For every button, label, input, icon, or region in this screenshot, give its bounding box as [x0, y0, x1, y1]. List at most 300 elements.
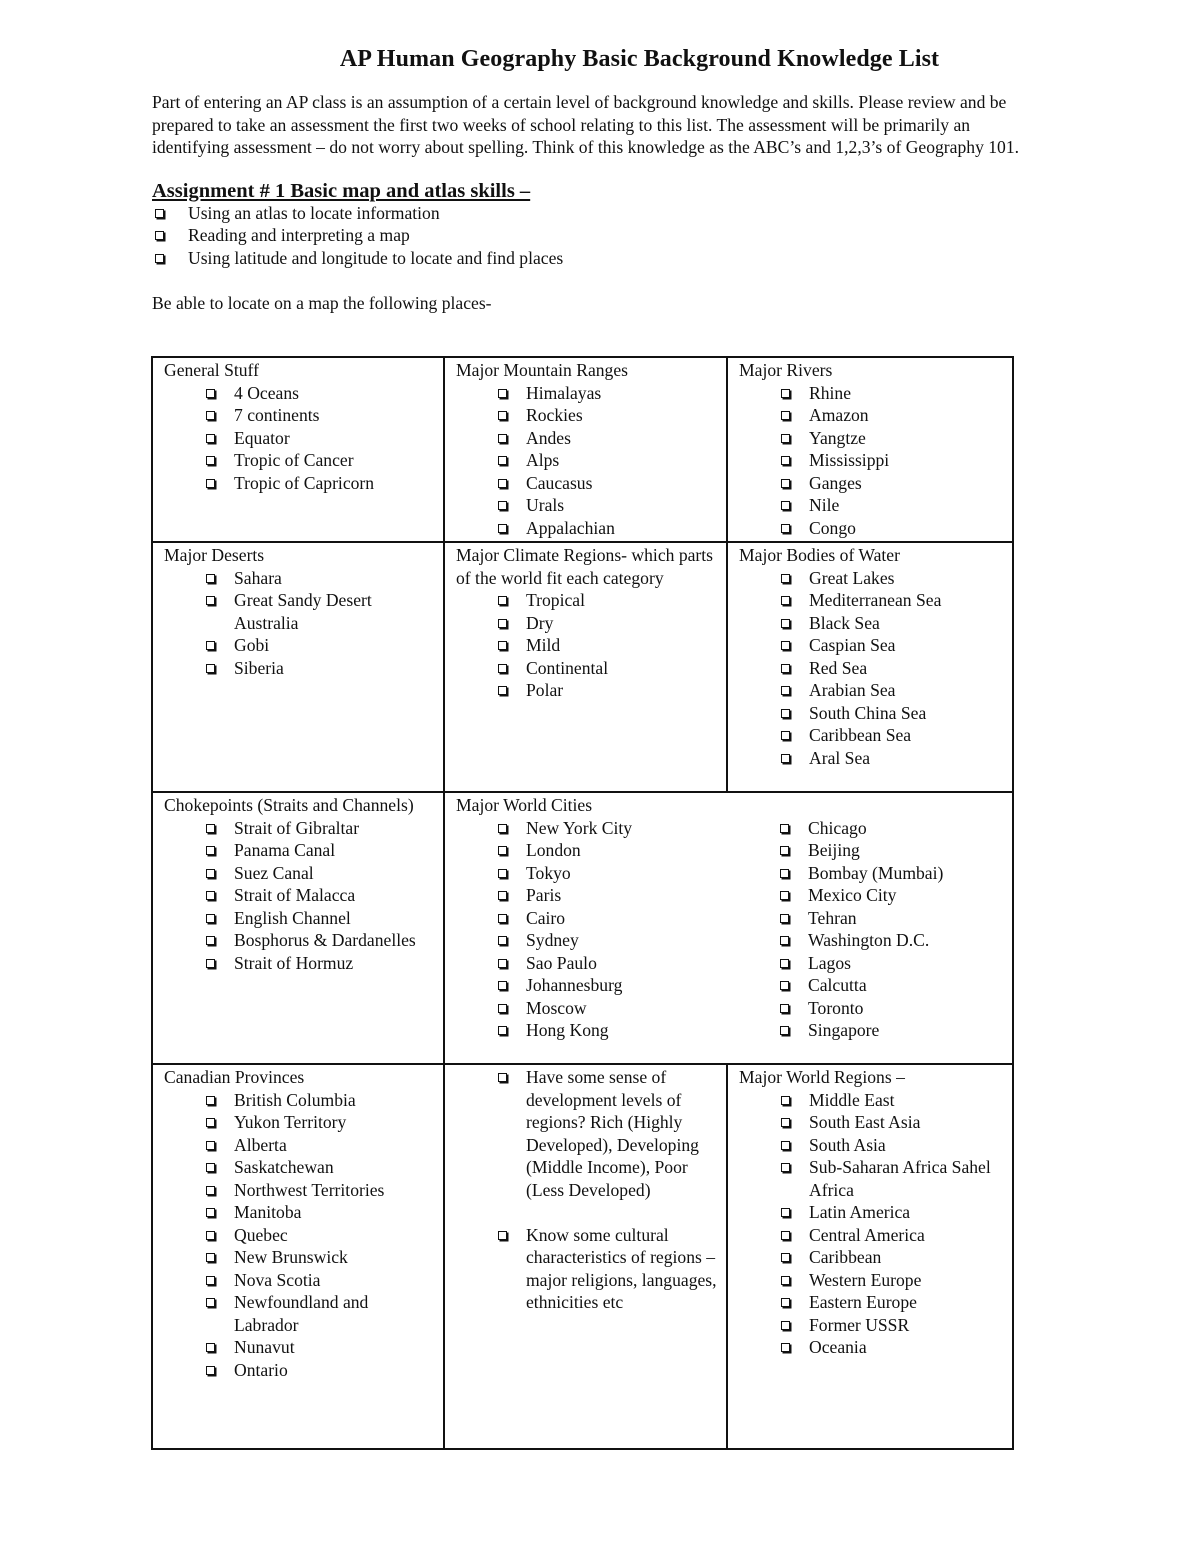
list-item	[738, 997, 1004, 1020]
list-item	[164, 1089, 435, 1112]
list-item	[739, 1291, 1004, 1314]
cell-climate	[444, 542, 727, 792]
list-item	[164, 427, 435, 450]
item-label: British Columbia	[234, 1089, 356, 1110]
checkbox-icon	[206, 959, 215, 968]
checkbox-icon	[781, 641, 790, 650]
checkbox-icon	[781, 1163, 790, 1172]
cell-title: Major Rivers	[739, 360, 833, 380]
checkbox-icon	[498, 389, 507, 398]
list-item	[164, 449, 435, 472]
list-item	[739, 382, 1004, 405]
checkbox-icon	[498, 869, 507, 878]
list-item	[456, 382, 718, 405]
item-label: Ontario	[234, 1359, 288, 1380]
checkbox-icon	[206, 891, 215, 900]
checkbox-icon	[781, 434, 790, 443]
item-label: Beijing	[808, 840, 860, 860]
list-item	[739, 404, 1004, 427]
list-item	[739, 747, 1004, 770]
item-label: Sydney	[526, 930, 579, 950]
checkbox-icon	[206, 1253, 215, 1262]
item-label: Alberta	[234, 1134, 287, 1155]
checkbox-icon	[206, 456, 215, 465]
checkbox-icon	[781, 596, 790, 605]
checkbox-icon	[206, 1366, 215, 1375]
checkbox-icon	[498, 479, 507, 488]
item-label: Western Europe	[809, 1269, 922, 1290]
item-label: Tehran	[808, 907, 857, 928]
list-item	[164, 1224, 435, 1247]
checkbox-icon	[206, 1096, 215, 1105]
list-item	[456, 884, 719, 907]
list-item	[456, 494, 718, 517]
checkbox-icon	[206, 1298, 215, 1307]
item-label: Red Sea	[809, 657, 868, 678]
checkbox-icon	[498, 641, 507, 650]
checkbox-icon	[498, 411, 507, 420]
item-label: Mexico City	[808, 885, 897, 905]
list-item	[164, 1246, 435, 1269]
list-item	[739, 612, 1004, 635]
cell-deserts	[152, 542, 444, 792]
checkbox-icon	[206, 1276, 215, 1285]
list-item	[738, 884, 1004, 907]
list-item	[456, 517, 718, 540]
list-item	[739, 427, 1004, 450]
list-item	[152, 224, 1132, 247]
item-label: London	[526, 840, 581, 860]
checkbox-icon	[206, 1186, 215, 1195]
item-label: Bosphorus & Dardanelles	[234, 930, 416, 950]
checkbox-icon	[781, 1253, 790, 1262]
item-list	[739, 382, 1004, 540]
item-label: Hong Kong	[526, 1020, 609, 1040]
list-item	[456, 679, 718, 702]
item-label: Middle East	[809, 1089, 895, 1110]
list-item	[739, 449, 1004, 472]
checkbox-icon	[206, 846, 215, 855]
checkbox-icon	[155, 231, 164, 240]
list-item	[739, 589, 1004, 612]
list-item	[739, 1156, 1004, 1201]
item-label: Oceania	[809, 1337, 867, 1357]
checkbox-icon	[498, 891, 507, 900]
cell-title: Chokepoints (Straits and Channels)	[164, 795, 414, 815]
cell-title: Major World Cities	[456, 795, 593, 815]
list-item	[456, 612, 718, 635]
list-item	[739, 1201, 1004, 1224]
cell-title: Major Mountain Ranges	[456, 360, 629, 380]
item-label: Continental	[526, 657, 609, 678]
item-label: Lagos	[808, 952, 851, 973]
item-label: Yukon Territory	[234, 1112, 347, 1132]
checkbox-icon	[206, 1163, 215, 1172]
checkbox-icon	[206, 434, 215, 443]
cell-chokepoints	[152, 792, 444, 1064]
checkbox-icon	[780, 981, 789, 990]
checkbox-icon	[206, 411, 215, 420]
list-item	[456, 589, 718, 612]
item-label: Cairo	[526, 907, 566, 928]
checkbox-icon	[781, 709, 790, 718]
checkbox-icon	[781, 1118, 790, 1127]
document-page	[152, 46, 1132, 315]
list-item	[164, 1111, 435, 1134]
item-label: Alps	[526, 450, 560, 470]
checkbox-icon	[781, 1208, 790, 1217]
list-item	[739, 679, 1004, 702]
checkbox-icon	[781, 1321, 790, 1330]
checkbox-icon	[781, 619, 790, 628]
list-item	[456, 472, 718, 495]
item-label: Have some sense of development levels of regions? Rich (Highly Developed), Developing (Middle Income), Poor (Less Developed)	[526, 1067, 699, 1200]
intro-line: prepared to take an assessment the first two weeks of school relating to this list. The assessment will be primarily an	[152, 114, 971, 135]
item-label: Mississippi	[809, 450, 890, 470]
item-label: Moscow	[526, 997, 587, 1018]
list-item	[739, 702, 1004, 725]
item-label: Sao Paulo	[526, 952, 597, 973]
list-item	[739, 1224, 1004, 1247]
checkbox-icon	[781, 574, 790, 583]
intro-paragraph	[152, 91, 1132, 159]
list-item	[739, 494, 1004, 517]
list-item	[739, 634, 1004, 657]
list-item	[456, 907, 719, 930]
item-label: Urals	[526, 495, 565, 515]
item-list	[164, 1089, 435, 1382]
item-label: Mild	[526, 635, 561, 655]
item-label: Manitoba	[234, 1202, 302, 1222]
item-label: Calcutta	[808, 975, 867, 995]
checkbox-icon	[206, 389, 215, 398]
list-item	[739, 1134, 1004, 1157]
item-label: Strait of Gibraltar	[234, 817, 360, 838]
item-label: Nova Scotia	[234, 1269, 321, 1290]
checkbox-icon	[781, 524, 790, 533]
item-label: Himalayas	[526, 382, 602, 403]
cell-general	[152, 357, 444, 542]
checkbox-icon	[781, 411, 790, 420]
checkbox-icon	[781, 389, 790, 398]
item-label: Aral Sea	[809, 747, 871, 768]
cell-concepts	[444, 1064, 727, 1449]
item-label: Black Sea	[809, 612, 880, 633]
list-item	[164, 1201, 435, 1224]
list-item	[739, 657, 1004, 680]
item-label: Washington D.C.	[808, 930, 930, 950]
list-item	[456, 929, 719, 952]
checkbox-icon	[498, 1026, 507, 1035]
list-item	[152, 247, 1132, 270]
item-label: Siberia	[234, 657, 284, 678]
item-list	[456, 1066, 718, 1314]
item-label: Former USSR	[809, 1314, 910, 1335]
item-label: New York City	[526, 817, 633, 838]
item-label: Nile	[809, 495, 840, 515]
item-label: Bombay (Mumbai)	[808, 862, 944, 883]
item-list	[739, 1089, 1004, 1359]
checkbox-icon	[780, 936, 789, 945]
item-label: Chicago	[808, 817, 867, 838]
item-label: Rhine	[809, 382, 852, 403]
item-label: Polar	[526, 680, 564, 700]
list-item	[164, 589, 435, 634]
item-label: Using an atlas to locate information	[188, 202, 440, 223]
item-label: South China Sea	[809, 702, 927, 723]
item-label: Latin America	[809, 1202, 911, 1222]
item-label: South East Asia	[809, 1112, 921, 1132]
item-label: Saskatchewan	[234, 1157, 334, 1177]
cell-title: Major World Regions –	[739, 1067, 905, 1087]
checkbox-icon	[781, 664, 790, 673]
assignment-heading: Assignment # 1 Basic map and atlas skills –	[152, 179, 531, 202]
item-list	[456, 589, 718, 702]
cell-title: Major Climate Regions- which parts of the world fit each category	[456, 545, 714, 588]
item-label: Nunavut	[234, 1337, 295, 1357]
checkbox-icon	[498, 686, 507, 695]
list-item	[164, 884, 435, 907]
list-item	[164, 1134, 435, 1157]
list-item	[164, 1156, 435, 1179]
checkbox-icon	[781, 731, 790, 740]
cell-regions	[727, 1064, 1013, 1449]
list-item	[456, 404, 718, 427]
list-item	[456, 1224, 718, 1314]
item-label: Sahara	[234, 567, 282, 588]
intro-line: Part of entering an AP class is an assumption of a certain level of background knowledge and skills. Please review and be	[152, 92, 1007, 112]
places-table	[151, 356, 1014, 1450]
item-label: Great Sandy Desert Australia	[234, 590, 372, 633]
checkbox-icon	[498, 1004, 507, 1013]
item-list	[164, 382, 435, 495]
item-label: Andes	[526, 427, 571, 448]
item-label: Equator	[234, 427, 290, 448]
list-item	[164, 404, 435, 427]
page-title: AP Human Geography Basic Background Knowledge List	[339, 46, 940, 72]
list-item	[164, 862, 435, 885]
checkbox-icon	[781, 501, 790, 510]
checkbox-icon	[206, 1118, 215, 1127]
item-label: Amazon	[809, 405, 869, 425]
list-item	[456, 427, 718, 450]
item-label: Congo	[809, 517, 856, 538]
list-item	[164, 567, 435, 590]
item-list	[456, 817, 719, 1042]
list-item	[456, 634, 718, 657]
list-item	[456, 862, 719, 885]
list-item	[739, 1089, 1004, 1112]
checkbox-icon	[780, 846, 789, 855]
list-item	[164, 634, 435, 657]
item-label: Johannesburg	[526, 975, 623, 995]
list-item	[739, 517, 1004, 540]
checkbox-icon	[498, 981, 507, 990]
checkbox-icon	[780, 824, 789, 833]
cell-title: Major Deserts	[164, 545, 265, 565]
checkbox-icon	[780, 914, 789, 923]
list-item	[456, 839, 719, 862]
checkbox-icon	[498, 914, 507, 923]
cell-provinces	[152, 1064, 444, 1449]
checkbox-icon	[498, 959, 507, 968]
checkbox-icon	[781, 1276, 790, 1285]
item-label: Paris	[526, 885, 562, 905]
item-label: Quebec	[234, 1224, 288, 1245]
checkbox-icon	[498, 456, 507, 465]
checkbox-icon	[498, 1231, 507, 1240]
item-label: Strait of Malacca	[234, 885, 356, 905]
item-list	[456, 382, 718, 540]
list-item	[164, 657, 435, 680]
item-label: Central America	[809, 1224, 925, 1245]
list-item	[739, 567, 1004, 590]
cell-title: Canadian Provinces	[164, 1067, 305, 1087]
list-item	[164, 1179, 435, 1202]
list-item	[152, 202, 1132, 225]
list-item	[739, 1269, 1004, 1292]
checkbox-icon	[206, 641, 215, 650]
item-label: Great Lakes	[809, 567, 895, 588]
checkbox-icon	[206, 596, 215, 605]
list-item	[456, 657, 718, 680]
list-item	[164, 1336, 435, 1359]
cell-cities-a	[444, 792, 727, 1064]
checkbox-icon	[498, 936, 507, 945]
list-item	[456, 817, 719, 840]
list-item	[164, 839, 435, 862]
checkbox-icon	[498, 501, 507, 510]
item-label: Ganges	[809, 472, 862, 493]
locate-instruction: Be able to locate on a map the following places-	[152, 293, 492, 313]
checkbox-icon	[206, 1231, 215, 1240]
list-item	[164, 907, 435, 930]
item-label: Using latitude and longitude to locate and find places	[188, 247, 564, 268]
list-item	[164, 817, 435, 840]
item-label: New Brunswick	[234, 1247, 348, 1267]
checkbox-icon	[781, 1231, 790, 1240]
list-item	[456, 997, 719, 1020]
checkbox-icon	[206, 1208, 215, 1217]
checkbox-icon	[155, 254, 164, 263]
checkbox-icon	[780, 869, 789, 878]
checkbox-icon	[781, 1298, 790, 1307]
item-label: Appalachian	[526, 517, 615, 538]
item-label: Caribbean Sea	[809, 725, 912, 745]
checkbox-icon	[781, 1343, 790, 1352]
list-item	[739, 472, 1004, 495]
item-label: Mediterranean Sea	[809, 590, 942, 610]
checkbox-icon	[206, 664, 215, 673]
item-label: Newfoundland and Labrador	[234, 1292, 369, 1335]
list-item	[739, 1111, 1004, 1134]
checkbox-icon	[498, 1073, 507, 1082]
list-item	[738, 1019, 1004, 1042]
list-item	[738, 929, 1004, 952]
checkbox-icon	[498, 846, 507, 855]
list-item	[739, 1246, 1004, 1269]
checkbox-icon	[206, 1343, 215, 1352]
checkbox-icon	[781, 686, 790, 695]
item-label: Yangtze	[809, 427, 866, 448]
list-item	[739, 1314, 1004, 1337]
item-label: Tokyo	[526, 862, 571, 883]
intro-line: identifying assessment – do not worry about spelling. Think of this knowledge as the ABC’s and 1,2,3’s of Geography 101.	[152, 137, 1020, 157]
list-item	[164, 929, 435, 952]
item-label: Tropic of Capricorn	[234, 472, 375, 493]
item-label: Northwest Territories	[234, 1179, 385, 1200]
list-item	[456, 974, 719, 997]
checkbox-icon	[206, 824, 215, 833]
checkbox-icon	[206, 574, 215, 583]
item-label: Caucasus	[526, 472, 593, 493]
item-list	[738, 817, 1004, 1042]
item-label: Singapore	[808, 1020, 880, 1040]
item-label: Panama Canal	[234, 840, 336, 860]
item-label: Strait of Hormuz	[234, 952, 354, 973]
list-item	[164, 382, 435, 405]
item-label: Tropical	[526, 590, 585, 610]
checkbox-icon	[498, 619, 507, 628]
checkbox-icon	[781, 1096, 790, 1105]
list-item	[164, 952, 435, 975]
item-label: Reading and interpreting a map	[188, 225, 410, 245]
list-item	[738, 862, 1004, 885]
item-label: South Asia	[809, 1134, 886, 1155]
item-label: 7 continents	[234, 405, 320, 425]
list-item	[164, 472, 435, 495]
checkbox-icon	[498, 664, 507, 673]
cell-rivers	[727, 357, 1013, 542]
checkbox-icon	[781, 1141, 790, 1150]
item-label: Know some cultural characteristics of regions – major religions, languages, ethnicities etc	[526, 1224, 717, 1312]
list-item	[456, 1066, 718, 1201]
item-label: English Channel	[234, 907, 351, 928]
item-label: Caspian Sea	[809, 635, 896, 655]
checkbox-icon	[155, 209, 164, 218]
checkbox-icon	[206, 936, 215, 945]
cell-title: General Stuff	[164, 360, 259, 380]
item-label: Caribbean	[809, 1247, 882, 1267]
checkbox-icon	[781, 754, 790, 763]
item-label: Eastern Europe	[809, 1292, 917, 1312]
checkbox-icon	[206, 914, 215, 923]
checkbox-icon	[206, 1141, 215, 1150]
list-item	[738, 817, 1004, 840]
item-list	[739, 567, 1004, 770]
list-item	[738, 839, 1004, 862]
item-label: Dry	[526, 612, 554, 633]
item-label: Rockies	[526, 405, 583, 425]
checkbox-icon	[780, 1004, 789, 1013]
item-label: 4 Oceans	[234, 382, 299, 403]
cell-water	[727, 542, 1013, 792]
list-item	[456, 952, 719, 975]
checkbox-icon	[206, 479, 215, 488]
checkbox-icon	[781, 456, 790, 465]
checkbox-icon	[780, 959, 789, 968]
skills-list	[152, 202, 1132, 270]
cell-cities-b	[727, 792, 1013, 1064]
checkbox-icon	[498, 596, 507, 605]
checkbox-icon	[498, 434, 507, 443]
item-label: Sub-Saharan Africa Sahel Africa	[809, 1157, 991, 1200]
checkbox-icon	[498, 824, 507, 833]
list-item	[456, 449, 718, 472]
list-item	[738, 907, 1004, 930]
cell-title: Major Bodies of Water	[739, 545, 900, 565]
item-label: Arabian Sea	[809, 680, 896, 700]
